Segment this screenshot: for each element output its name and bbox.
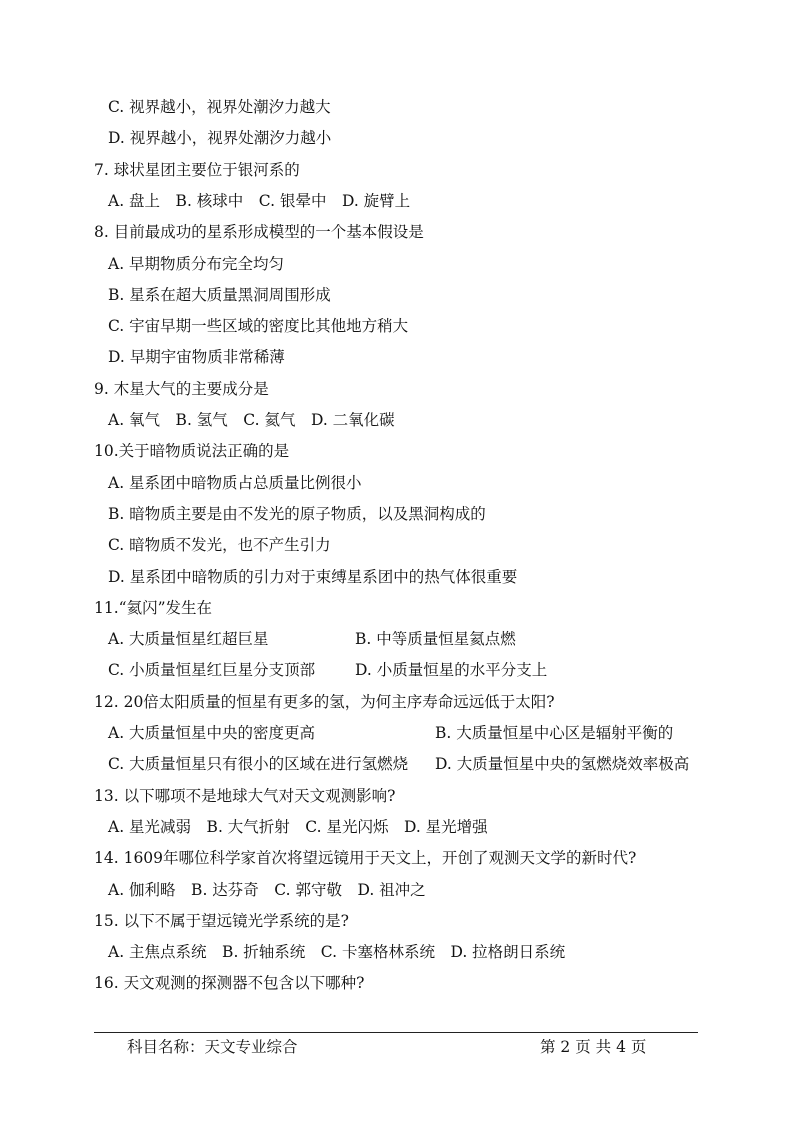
question-stem: 12. 20倍太阳质量的恒星有更多的氢，为何主序寿命远远低于太阳? [94, 693, 555, 711]
answer-options-right: B. 中等质量恒星氦点燃 [355, 630, 516, 648]
answer-options: A. 主焦点系统 B. 折轴系统 C. 卡塞格林系统 D. 拉格朗日系统 [108, 943, 566, 961]
footer-divider [94, 1032, 698, 1033]
answer-options: B. 星系在超大质量黑洞周围形成 [108, 286, 331, 304]
question-stem: 11.“氦闪”发生在 [94, 599, 212, 617]
answer-options: C. 视界越小，视界处潮汐力越大 [108, 98, 331, 116]
answer-options: A. 盘上 B. 核球中 C. 银晕中 D. 旋臂上 [108, 192, 411, 210]
question-stem: 13. 以下哪项不是地球大气对天文观测影响? [94, 787, 396, 805]
question-stem: 16. 天文观测的探测器不包含以下哪种? [94, 974, 365, 992]
question-stem: 14. 1609年哪位科学家首次将望远镜用于天文上，开创了观测天文学的新时代? [94, 849, 637, 867]
answer-options: D. 星系团中暗物质的引力对于束缚星系团中的热气体很重要 [108, 568, 518, 586]
question-stem: 15. 以下不属于望远镜光学系统的是? [94, 912, 349, 930]
answer-options: D. 视界越小，视界处潮汐力越小 [108, 129, 332, 147]
footer-page-number: 第 2 页 共 4 页 [540, 1038, 647, 1056]
answer-options: C. 大质量恒星只有很小的区域在进行氢燃烧 [108, 755, 409, 773]
question-stem: 10.关于暗物质说法正确的是 [94, 442, 290, 460]
answer-options: A. 氧气 B. 氢气 C. 氦气 D. 二氧化碳 [108, 411, 395, 429]
answer-options: A. 大质量恒星红超巨星 [108, 630, 269, 648]
answer-options-right: D. 大质量恒星中央的氢燃烧效率极高 [435, 755, 690, 773]
answer-options: C. 宇宙早期一些区域的密度比其他地方稍大 [108, 317, 409, 335]
answer-options: C. 暗物质不发光，也不产生引力 [108, 536, 331, 554]
answer-options: A. 早期物质分布完全均匀 [108, 255, 285, 273]
question-stem: 7. 球状星团主要位于银河系的 [94, 161, 300, 179]
answer-options: B. 暗物质主要是由不发光的原子物质，以及黑洞构成的 [108, 505, 486, 523]
answer-options-right: B. 大质量恒星中心区是辐射平衡的 [435, 724, 674, 742]
answer-options: A. 伽利略 B. 达芬奇 C. 郭守敬 D. 祖冲之 [108, 881, 426, 899]
question-stem: 8. 目前最成功的星系形成模型的一个基本假设是 [94, 223, 424, 241]
answer-options-right: D. 小质量恒星的水平分支上 [355, 661, 548, 679]
question-stem: 9. 木星大气的主要成分是 [94, 380, 269, 398]
answer-options: A. 大质量恒星中央的密度更高 [108, 724, 316, 742]
answer-options: C. 小质量恒星红巨星分支顶部 [108, 661, 316, 679]
answer-options: D. 早期宇宙物质非常稀薄 [108, 348, 285, 366]
footer-subject: 科目名称：天文专业综合 [127, 1038, 298, 1056]
answer-options: A. 星光减弱 B. 大气折射 C. 星光闪烁 D. 星光增强 [108, 818, 488, 836]
answer-options: A. 星系团中暗物质占总质量比例很小 [108, 474, 362, 492]
